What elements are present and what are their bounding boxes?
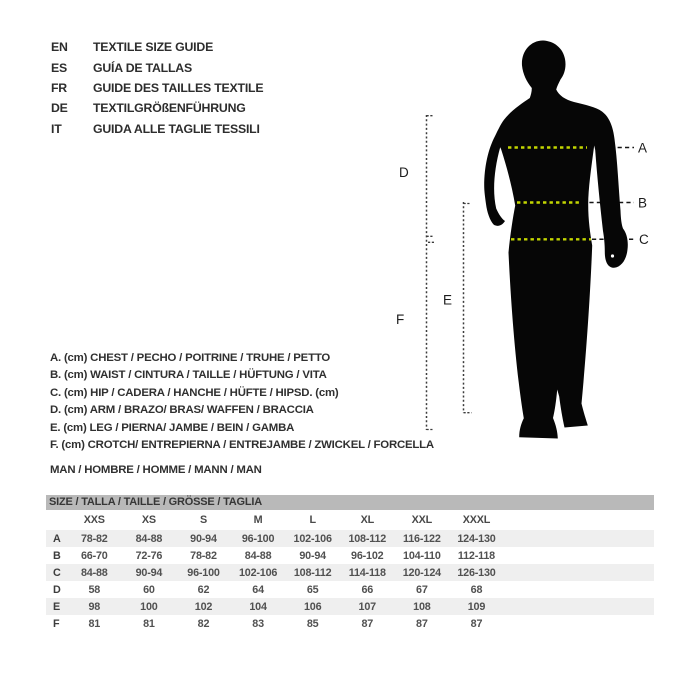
language-list: [51, 37, 263, 139]
legend-items: [50, 350, 434, 454]
value-cell: 102: [194, 600, 213, 613]
language-title: TEXTILGRÖßENFÜHRUNG: [93, 101, 246, 116]
size-table: [46, 510, 654, 632]
value-cell: 81: [143, 617, 155, 630]
value-cell: 120-124: [402, 566, 441, 579]
value-cell: 96-102: [351, 549, 384, 562]
value-cell: 116-122: [403, 532, 441, 545]
language-row: [51, 78, 263, 98]
measurement-legend: [50, 350, 434, 480]
language-title: GUIDE DES TAILLES TEXTILE: [93, 80, 264, 95]
row-label-cell: C: [53, 566, 61, 579]
size-column-header: L: [309, 514, 316, 526]
filler-cell: [504, 547, 654, 564]
value-cell: 104: [249, 600, 267, 613]
size-header-row: [46, 510, 654, 530]
value-cell: 60: [143, 583, 155, 596]
value-cell: 106: [303, 600, 322, 613]
figure-label-d: D: [399, 165, 409, 180]
figure-label-f: F: [396, 312, 405, 327]
row-label-cell: D: [53, 583, 61, 596]
value-cell: 104-110: [403, 549, 441, 562]
filler-cell: [504, 510, 654, 530]
value-cell: 66-70: [80, 549, 108, 562]
value-cell: 78-82: [80, 532, 108, 545]
value-cell: 83: [252, 617, 264, 630]
filler-cell: [504, 530, 654, 547]
value-cell: 90-94: [135, 566, 163, 579]
value-cell: 78-82: [190, 549, 217, 562]
legend-item: F. (cm) CROTCH/ ENTREPIERNA / ENTREJAMBE / ZWICKEL / FORCELLA: [50, 438, 434, 451]
value-cell: 82: [197, 617, 210, 630]
legend-item: C. (cm) HIP / CADERA / HANCHE / HÜFTE / HIPSD. (cm): [50, 386, 339, 399]
value-cell: 68: [470, 583, 483, 596]
language-row: [51, 57, 263, 77]
value-cell: 102-106: [293, 532, 332, 545]
value-cell: 87: [470, 617, 483, 630]
value-cell: 107: [358, 600, 376, 613]
legend-item: D. (cm) ARM / BRAZO/ BRAS/ WAFFEN / BRACCIA: [50, 404, 314, 417]
size-column-header: XL: [360, 514, 374, 526]
filler-cell: [504, 581, 654, 598]
filler-cell: [504, 564, 654, 581]
value-cell: 81: [88, 617, 101, 630]
value-cell: 96-100: [241, 532, 275, 545]
legend-item: B. (cm) WAIST / CINTURA / TAILLE / HÜFTUNG / VITA: [50, 369, 327, 382]
value-cell: 87: [361, 617, 374, 630]
gender-line: MAN / HOMBRE / HOMME / MANN / MAN: [50, 464, 262, 477]
language-code: ES: [51, 60, 68, 75]
value-cell: 108: [413, 600, 431, 613]
language-code: FR: [51, 80, 67, 95]
value-cell: 87: [416, 617, 428, 630]
value-cell: 96-100: [187, 566, 220, 579]
size-table-section: [46, 495, 654, 632]
value-cell: 114-118: [348, 566, 386, 579]
value-cell: 98: [88, 600, 101, 613]
size-column-header: S: [199, 514, 207, 526]
language-code: DE: [51, 101, 68, 116]
size-column-header: M: [253, 514, 263, 526]
value-cell: 85: [306, 617, 319, 630]
value-cell: 124-130: [457, 532, 496, 545]
hand-thumb-detail: [611, 254, 614, 257]
size-column-header: XXS: [83, 514, 105, 526]
language-title: GUIDA ALLE TAGLIE TESSILI: [93, 121, 260, 136]
row-label-cell: F: [53, 617, 60, 630]
value-cell: 100: [140, 600, 158, 613]
man-silhouette: [484, 41, 628, 439]
filler-cell: [504, 615, 654, 632]
value-cell: 126-130: [457, 566, 496, 579]
value-cell: 62: [197, 583, 210, 596]
value-cell: 112-118: [457, 549, 495, 562]
table-row: [46, 598, 654, 615]
size-column-header: XXL: [411, 514, 433, 526]
value-cell: 65: [306, 583, 319, 596]
row-label-cell: B: [53, 549, 61, 562]
table-row: [46, 564, 654, 581]
figure-label-b: B: [638, 195, 648, 211]
value-cell: 90-94: [190, 532, 217, 545]
language-code: IT: [51, 121, 62, 136]
value-cell: 67: [416, 583, 428, 596]
value-cell: 90-94: [299, 549, 326, 562]
value-cell: 72-76: [135, 549, 163, 562]
language-code: EN: [51, 40, 68, 55]
table-row: [46, 530, 654, 547]
legend-item: E. (cm) LEG / PIERNA/ JAMBE / BEIN / GAMBA: [50, 421, 295, 434]
corner-cell: [46, 510, 67, 530]
language-title: GUÍA DE TALLAS: [93, 60, 192, 75]
value-cell: 84-88: [80, 566, 108, 579]
language-row: [51, 98, 263, 118]
value-cell: 64: [252, 583, 264, 596]
legend-item: A. (cm) CHEST / PECHO / POITRINE / TRUHE / PETTO: [50, 352, 331, 364]
value-cell: 58: [88, 583, 101, 596]
table-row: [46, 615, 654, 632]
language-title: TEXTILE SIZE GUIDE: [93, 40, 214, 55]
figure-label-e: E: [443, 292, 453, 308]
language-row: [51, 119, 263, 139]
table-row: [46, 581, 654, 598]
value-cell: 84-88: [244, 549, 272, 562]
value-cell: 66: [361, 583, 374, 596]
value-cell: 108-112: [348, 532, 387, 545]
language-row: [51, 37, 263, 57]
value-cell: 84-88: [135, 532, 163, 545]
size-column-header: XXXL: [462, 514, 491, 526]
row-label-cell: A: [53, 532, 61, 545]
table-row: [46, 547, 654, 564]
value-cell: 108-112: [293, 566, 332, 579]
value-cell: 102-106: [238, 566, 278, 579]
figure-label-a: A: [638, 140, 648, 156]
figure-label-c: C: [639, 232, 649, 247]
filler-cell: [504, 598, 654, 615]
size-table-body: [46, 530, 654, 632]
table-header-bar: SIZE / TALLA / TAILLE / GRÖSSE / TAGLIA: [46, 495, 654, 510]
row-label-cell: E: [53, 600, 61, 613]
size-column-header: XS: [141, 514, 156, 526]
value-cell: 109: [467, 600, 486, 613]
